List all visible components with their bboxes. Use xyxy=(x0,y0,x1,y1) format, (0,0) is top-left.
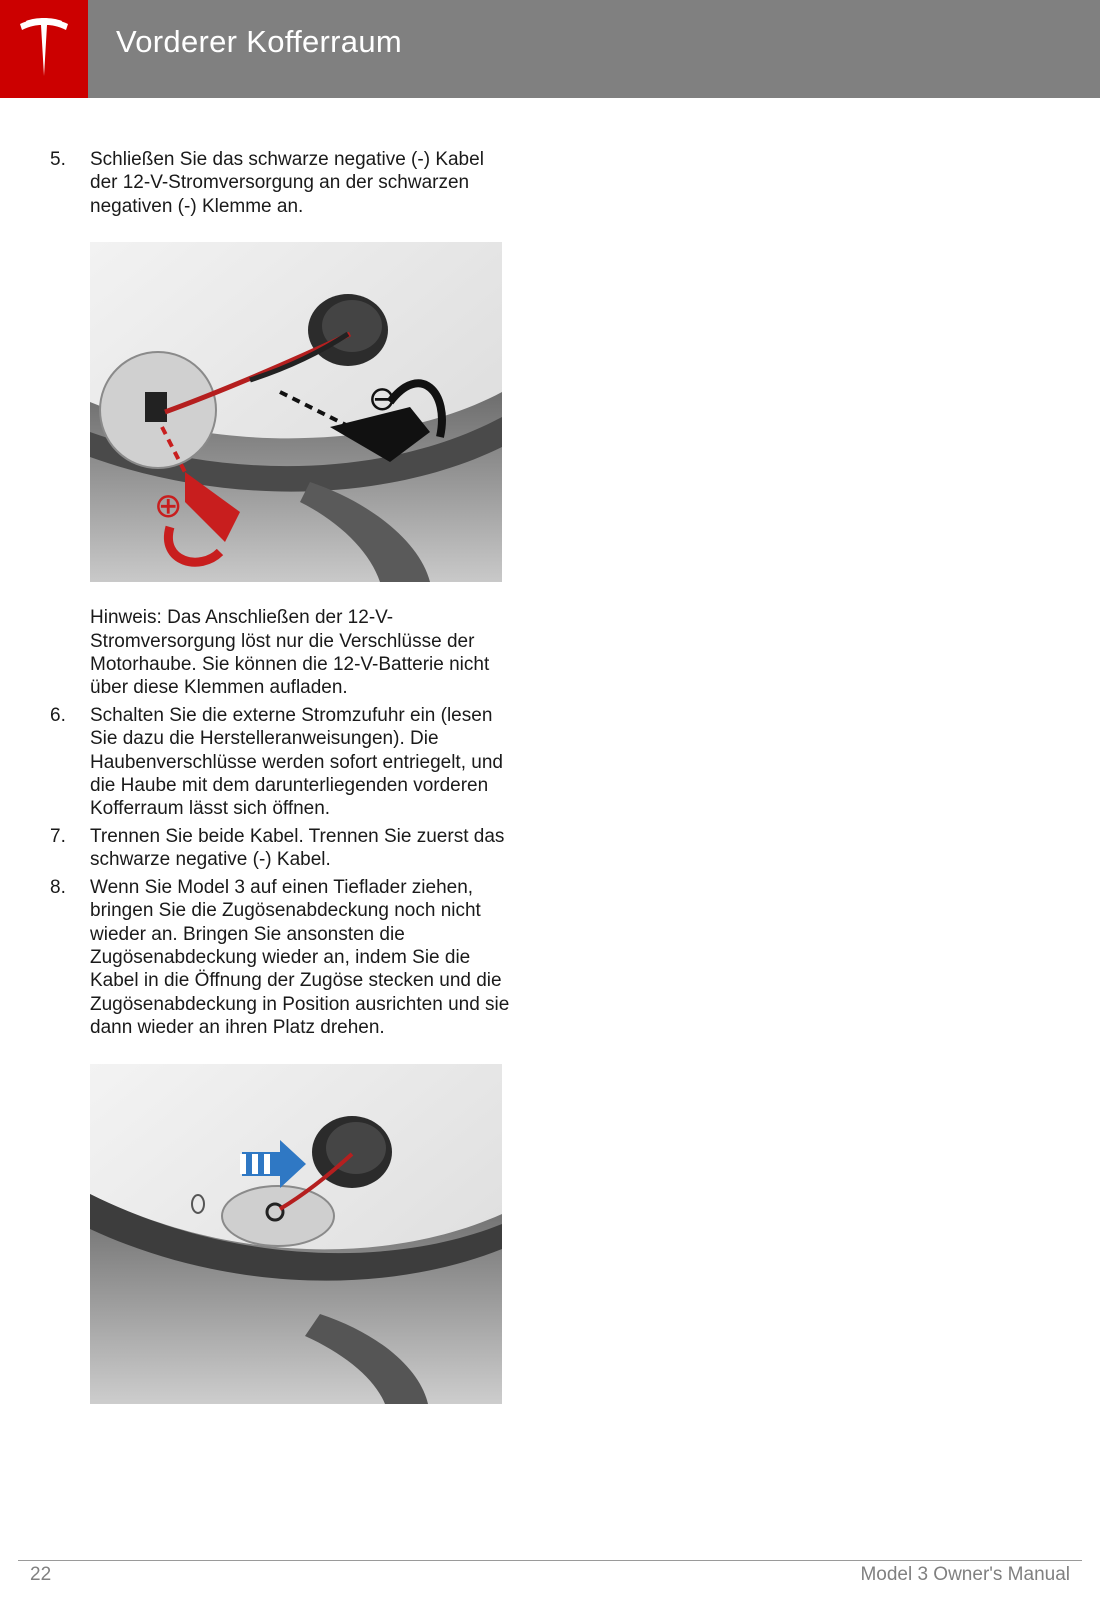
note-text: Das Anschließen der 12-V-Stromversorgung löst nur die Verschlüsse der Motorhaube. Sie können die 12-V-Batterie nicht über diese Klemmen aufladen. xyxy=(90,607,490,699)
step-text: Trennen Sie beide Kabel. Trennen Sie zuerst das schwarze negative (-) Kabel. xyxy=(90,825,505,871)
step-item xyxy=(50,825,510,872)
note xyxy=(50,606,510,700)
tesla-logo-icon xyxy=(16,18,72,80)
step-item xyxy=(50,704,510,821)
page-header xyxy=(0,0,1100,98)
step-text: Wenn Sie Model 3 auf einen Tieflader ziehen, bringen Sie die Zugösenabdeckung noch nicht wieder an. Bringen Sie ansonsten die Zugösenabdeckung wieder an, indem Sie die Kabel in die Öffnung der Zugöse stecken und die Zugösenabdeckung in Position ausrichten und sie dann wieder an ihren Platz drehen. xyxy=(90,876,510,1039)
step-number: 7. xyxy=(50,825,66,847)
figure-tow-eye-cover xyxy=(90,1064,502,1404)
cable-connection-illustration xyxy=(90,242,502,582)
negative-symbol: ⊖ xyxy=(368,379,397,420)
footer-divider xyxy=(18,1560,1082,1561)
note-label: Hinweis: xyxy=(90,607,162,629)
page-number: 22 xyxy=(30,1564,52,1585)
step-number: 8. xyxy=(50,876,66,898)
manual-title: Model 3 Owner's Manual xyxy=(860,1564,1070,1585)
step-text: Schließen Sie das schwarze negative (-) Kabel der 12-V-Stromversorgung an der schwarzen negativen (-) Klemme an. xyxy=(90,149,484,217)
tesla-logo xyxy=(0,0,88,98)
step-item xyxy=(50,876,510,1040)
page-title: Vorderer Kofferraum xyxy=(116,24,402,59)
step-number: 6. xyxy=(50,704,66,726)
instruction-list xyxy=(50,148,510,1428)
positive-symbol: ⊕ xyxy=(154,486,183,527)
step-text: Schalten Sie die externe Stromzufuhr ein (lesen Sie dazu die Herstelleranweisungen). Die Haubenverschlüsse werden sofort entriegelt, und die Haube mit dem darunterliegenden vorderen Kofferraum lässt sich öffnen. xyxy=(90,704,503,820)
step-number: 5. xyxy=(50,149,66,170)
figure-cable-connection xyxy=(90,242,502,582)
tow-eye-cover-illustration xyxy=(90,1064,502,1404)
step-item xyxy=(50,148,510,218)
